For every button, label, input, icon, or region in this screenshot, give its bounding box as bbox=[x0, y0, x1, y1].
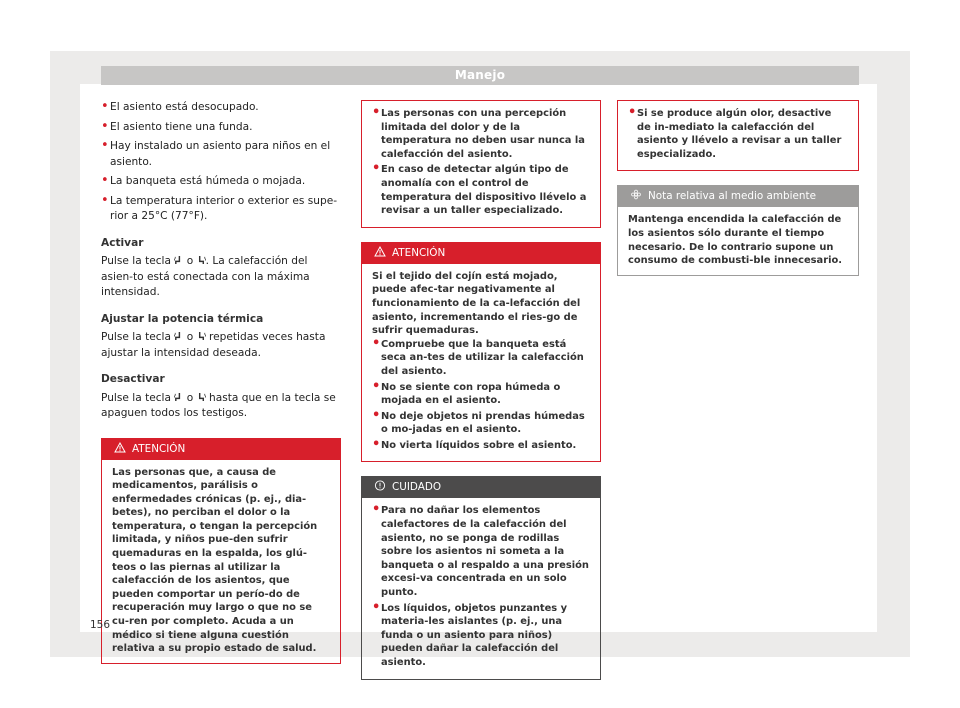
desactivar-paragraph bbox=[101, 391, 341, 422]
list-item: • La banqueta está húmeda o mojada. bbox=[101, 174, 341, 190]
text: o bbox=[186, 331, 194, 343]
text: Pulse la tecla bbox=[101, 331, 171, 343]
column-3 bbox=[617, 100, 859, 276]
conditions-list bbox=[101, 100, 341, 225]
seat-heat-left-icon bbox=[174, 255, 183, 265]
warning-list bbox=[372, 107, 590, 218]
note-body: Mantenga encendida la calefacción de los asientos sólo durante el tiempo necesario. De lo contrario supone un consumo de combusti-ble innecesario. bbox=[628, 214, 843, 267]
seat-heat-left-icon bbox=[174, 331, 183, 341]
list-item: • No se siente con ropa húmeda o mojada en el asiento. bbox=[372, 381, 590, 408]
list-item: • Compruebe que la banqueta está seca an-tes de utilizar la calefacción del asiento. bbox=[372, 338, 590, 379]
note-title: Nota relativa al medio ambiente bbox=[648, 190, 816, 203]
list-item: • No vierta líquidos sobre el asiento. bbox=[372, 439, 590, 453]
warning-body bbox=[618, 101, 858, 170]
text: . La calefacción del asien-to está conectada con la máxima intensidad. bbox=[101, 255, 310, 298]
warning-triangle-icon bbox=[114, 442, 126, 453]
note-header bbox=[618, 186, 858, 207]
warning-title: ATENCIÓN bbox=[132, 442, 186, 455]
list-item: • Hay instalado un asiento para niños en el asiento. bbox=[101, 139, 341, 170]
list-item: • En caso de detectar algún tipo de anomalía con el control de temperatura del dispositivo llévelo a revisar a un taller especializado. bbox=[372, 163, 590, 217]
activar-paragraph bbox=[101, 254, 341, 301]
text: o bbox=[186, 255, 194, 267]
warning-intro: Si el tejido del cojín está mojado, puede afec-tar negativamente al funcionamiento de la ca-lefacción del asiento, incrementando el ries-go de sufrir quemaduras. bbox=[372, 270, 581, 337]
list-item: • El asiento tiene una funda. bbox=[101, 120, 341, 136]
warning-list bbox=[372, 338, 590, 453]
warning-box-continued bbox=[361, 100, 601, 228]
caution-title: CUIDADO bbox=[392, 481, 442, 494]
ajustar-heading: Ajustar la potencia térmica bbox=[101, 312, 264, 325]
text: Pulse la tecla bbox=[101, 391, 171, 404]
desactivar-heading: Desactivar bbox=[101, 373, 165, 385]
column-1 bbox=[101, 100, 341, 664]
caution-list bbox=[372, 504, 590, 669]
list-item: • Los líquidos, objetos punzantes y materia-les aislantes (p. ej., una funda o un asiento para niños) pueden dañar la calefacción del asiento. bbox=[372, 602, 590, 670]
list-item: • No deje objetos ni prendas húmedas o mo-jadas en el asiento. bbox=[372, 410, 590, 437]
activar-heading: Activar bbox=[101, 236, 144, 249]
list-item: • Para no dañar los elementos calefactores de la calefacción del asiento, no se ponga de rodillas sobre los asientos ni someta a la banqueta o al respaldo a una presión excesi-va concentrada en un solo punto. bbox=[372, 504, 590, 599]
caution-body bbox=[362, 498, 600, 678]
text: hasta que en la tecla se apaguen todos los testigos. bbox=[101, 391, 336, 419]
text: Pulse la tecla bbox=[101, 255, 171, 267]
warning-body: Las personas que, a causa de medicamentos, parálisis o enfermedades crónicas (p. ej., dia-betes), no perciban el dolor o la temperatura, o tengan la percepción limitada, y niños pue-den sufrir quemaduras en la espalda, los glú-teos o las piernas al utilizar la calefacción de los asientos, que pueden comportar un perío-do de recuperación muy largo o que no se cu-ren por completo. Acuda a un médico si tiene alguna cuestión relativa a su propio estado de salud. bbox=[112, 466, 318, 655]
text: o bbox=[186, 391, 194, 404]
page-number: 156 bbox=[90, 619, 111, 631]
seat-heat-right-icon bbox=[197, 255, 206, 265]
warning-header bbox=[102, 439, 340, 460]
warning-triangle-icon bbox=[374, 246, 386, 257]
warning-box bbox=[101, 438, 341, 664]
warning-body bbox=[362, 264, 600, 462]
warning-box-continued bbox=[617, 100, 859, 171]
list-item: • La temperatura interior o exterior es supe-rior a 25°C (77°F). bbox=[101, 194, 341, 225]
warning-box bbox=[361, 242, 601, 463]
list-item: • Las personas con una percepción limitada del dolor y de la temperatura no deben usar nunca la calefacción del asiento. bbox=[372, 107, 590, 161]
list-item: • Si se produce algún olor, desactive de in-mediato la calefacción del asiento y llévelo a revisar a un taller especializado. bbox=[628, 107, 848, 161]
list-item: • El asiento está desocupado. bbox=[101, 100, 341, 116]
warning-list bbox=[628, 107, 848, 161]
text: repetidas veces hasta ajustar la intensidad deseada. bbox=[101, 331, 326, 359]
seat-heat-right-icon bbox=[197, 331, 206, 341]
caution-header bbox=[362, 477, 600, 498]
warning-title: ATENCIÓN bbox=[392, 246, 446, 259]
seat-heat-right-icon bbox=[197, 392, 206, 402]
section-header: Manejo bbox=[101, 66, 859, 85]
warning-body bbox=[362, 101, 600, 227]
environment-flower-icon bbox=[630, 189, 642, 200]
info-circle-icon bbox=[374, 480, 386, 491]
column-2 bbox=[361, 100, 601, 680]
environment-note-box bbox=[617, 185, 859, 275]
caution-box bbox=[361, 476, 601, 679]
seat-heat-left-icon bbox=[174, 392, 183, 402]
warning-header bbox=[362, 243, 600, 264]
ajustar-paragraph bbox=[101, 330, 341, 361]
